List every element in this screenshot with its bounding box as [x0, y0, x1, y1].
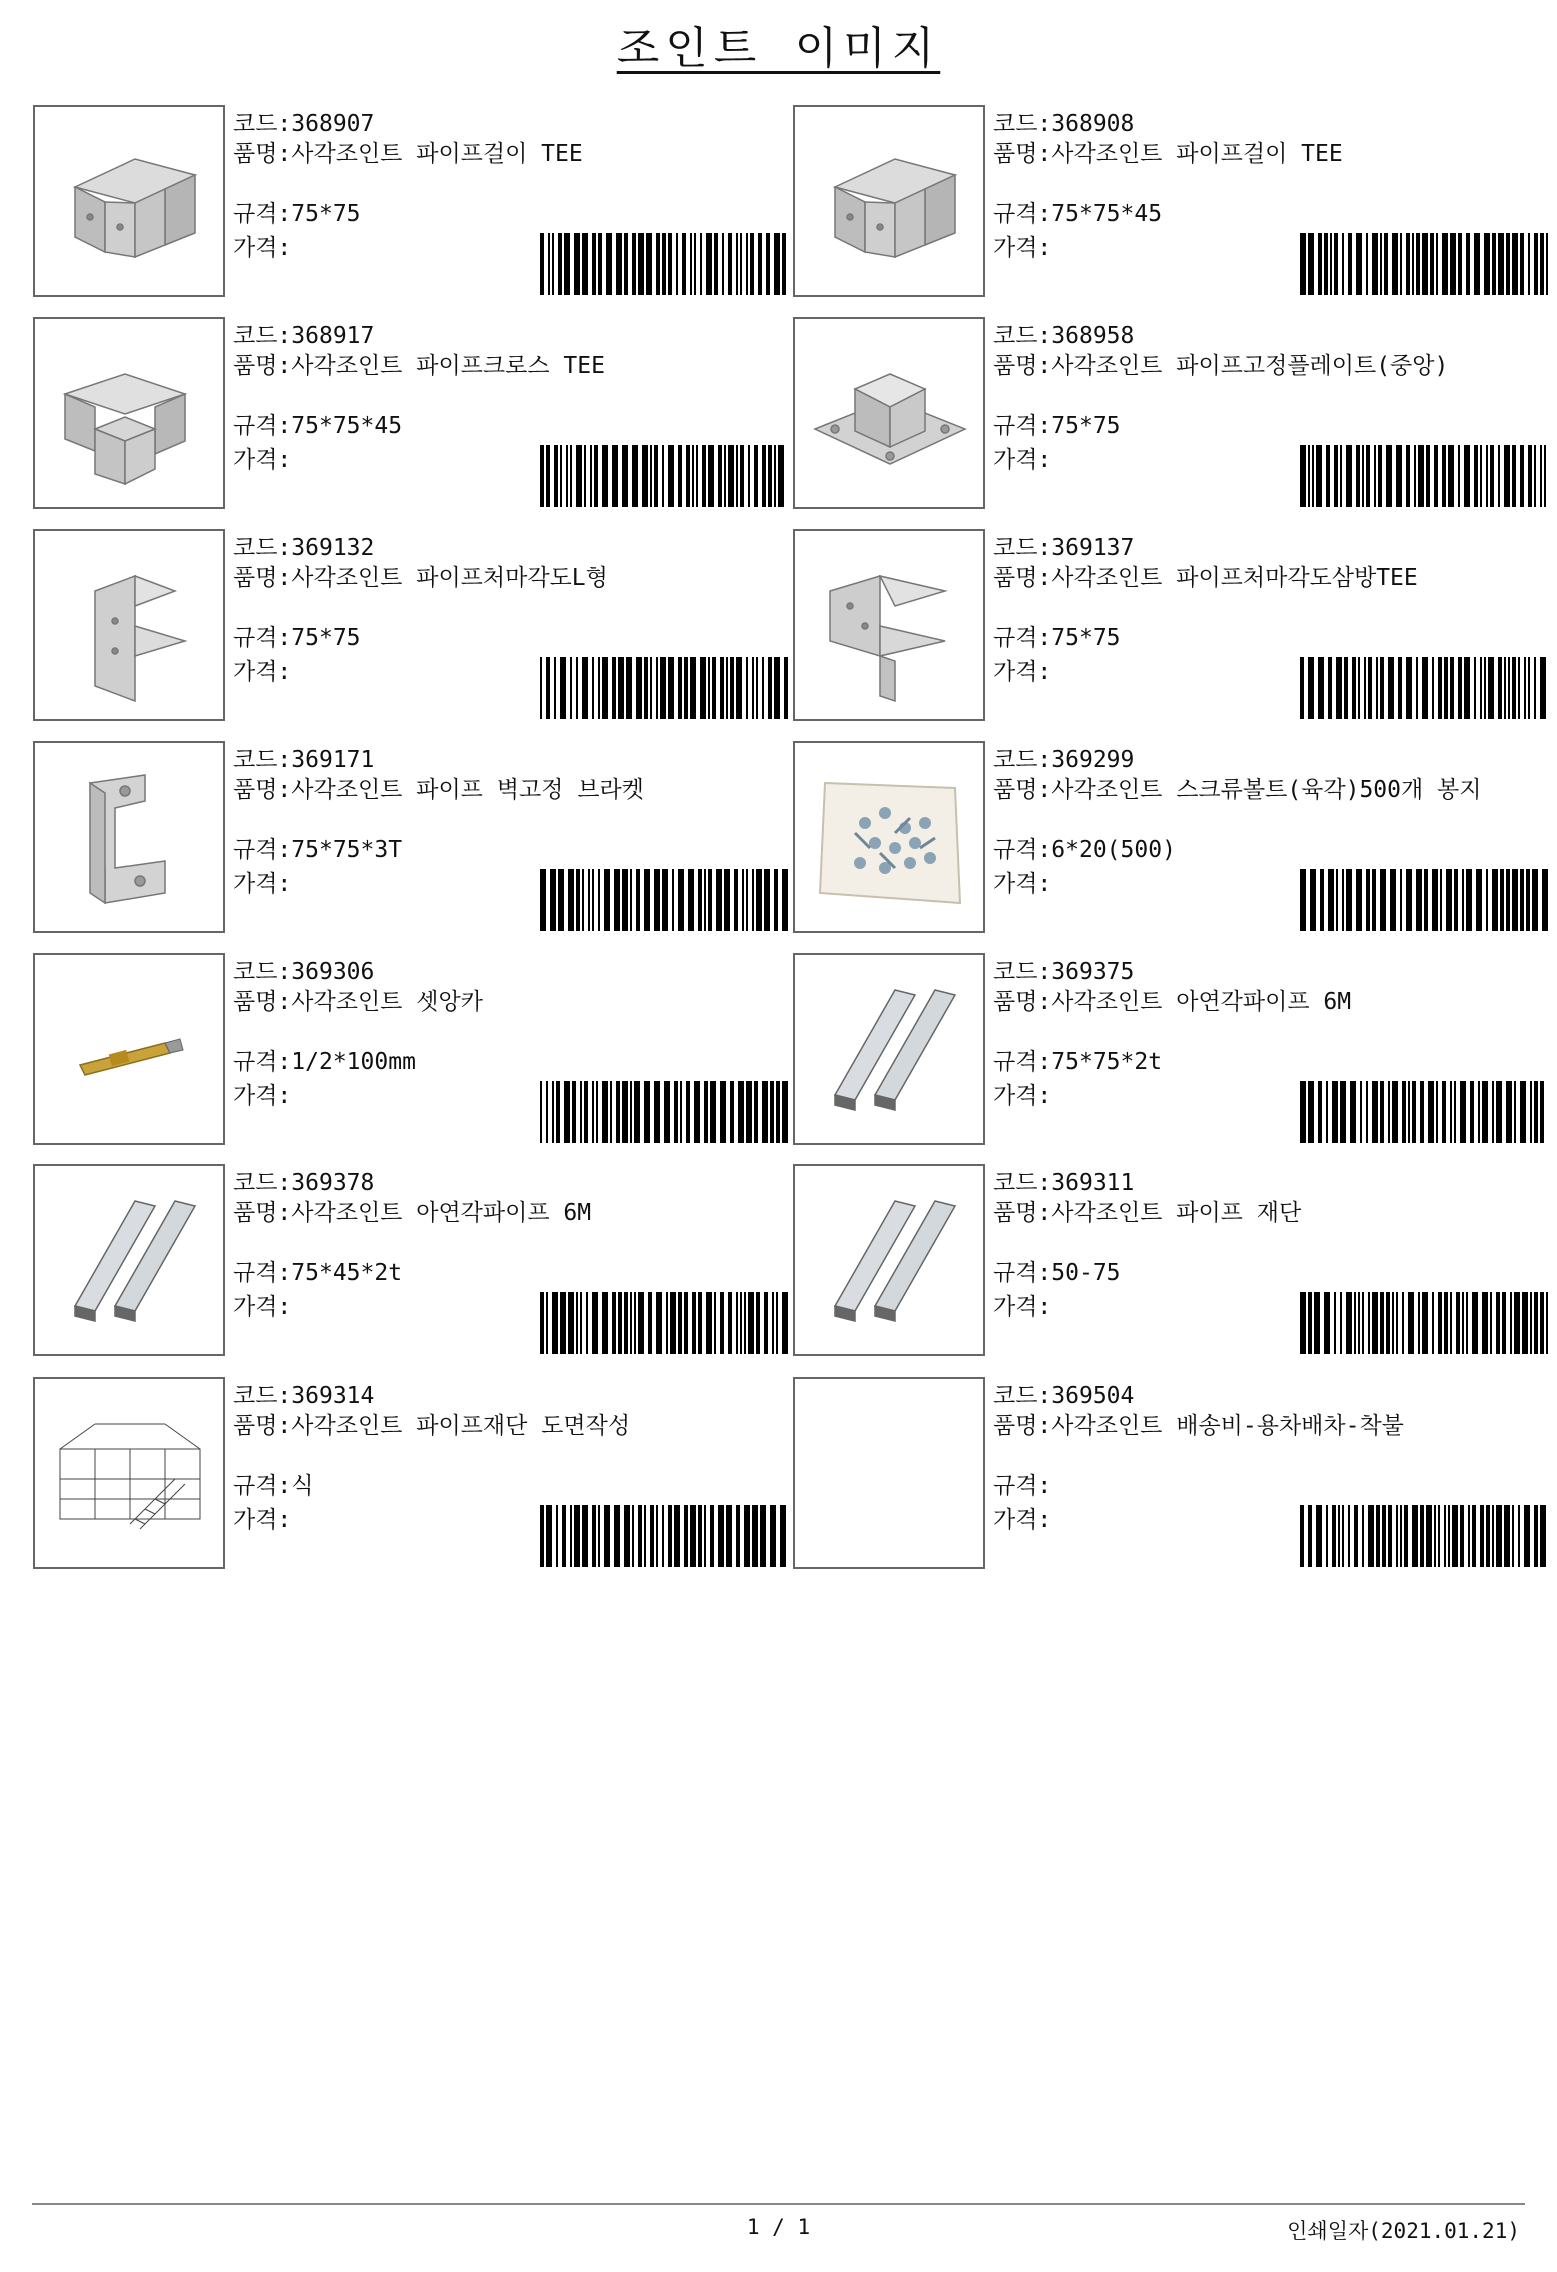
code-row	[993, 1381, 1548, 1411]
code-label: 코드:	[233, 535, 292, 561]
barcode	[1300, 1505, 1548, 1567]
code-row	[993, 745, 1548, 775]
name-label: 품명:	[233, 1200, 292, 1226]
code-label: 코드:	[993, 747, 1052, 773]
code-value: 369132	[291, 535, 375, 561]
spec-label: 규격:	[993, 625, 1052, 651]
frame-drawing-icon	[35, 1379, 223, 1567]
code-label: 코드:	[233, 747, 292, 773]
code-value: 369171	[291, 747, 375, 773]
spec-value: 75*75	[1051, 413, 1121, 439]
barcode	[1300, 233, 1548, 295]
spec-row	[993, 199, 1548, 229]
name-row	[233, 1198, 788, 1228]
spec-value: 75*75	[1051, 625, 1121, 651]
spec-label: 규격:	[993, 201, 1052, 227]
item-card	[793, 953, 1548, 1145]
product-image	[793, 317, 985, 509]
code-label: 코드:	[233, 111, 292, 137]
footer-divider	[32, 2203, 1525, 2205]
name-label: 품명:	[233, 1413, 292, 1439]
product-image	[33, 1377, 225, 1569]
barcode	[1300, 1292, 1548, 1354]
spec-value: 50-75	[1051, 1260, 1121, 1286]
name-row	[233, 775, 788, 805]
name-value: 사각조인트 파이프재단 도면작성	[291, 1413, 631, 1439]
code-value: 368907	[291, 111, 375, 137]
product-image	[793, 105, 985, 297]
spec-row	[993, 411, 1548, 441]
name-label: 품명:	[233, 565, 292, 591]
code-row	[233, 1381, 788, 1411]
code-label: 코드:	[233, 323, 292, 349]
price-label: 가격:	[993, 659, 1052, 685]
spec-label: 규격:	[993, 1473, 1052, 1499]
name-value: 사각조인트 파이프 재단	[1051, 1200, 1302, 1226]
spec-label: 규격:	[993, 413, 1052, 439]
spec-value: 75*45*2t	[291, 1260, 403, 1286]
code-value: 369299	[1051, 747, 1135, 773]
price-label: 가격:	[993, 871, 1052, 897]
item-card	[793, 529, 1548, 721]
code-label: 코드:	[233, 959, 292, 985]
name-value: 사각조인트 셋앙카	[291, 989, 483, 1015]
spec-label: 규격:	[993, 1049, 1052, 1075]
code-label: 코드:	[993, 1170, 1052, 1196]
spec-row	[233, 1047, 788, 1077]
name-row	[993, 987, 1548, 1017]
angle-bracket-icon	[35, 531, 223, 719]
code-value: 368958	[1051, 323, 1135, 349]
spec-value: 75*75*3T	[291, 837, 403, 863]
item-card	[793, 1164, 1548, 1356]
spec-value: 75*75*45	[291, 413, 403, 439]
name-row	[233, 987, 788, 1017]
spec-row	[233, 1258, 788, 1288]
code-value: 369311	[1051, 1170, 1135, 1196]
code-value: 368908	[1051, 111, 1135, 137]
code-value: 369306	[291, 959, 375, 985]
bracket-tee-icon	[35, 107, 223, 295]
price-label: 가격:	[993, 1507, 1052, 1533]
name-row	[233, 1411, 788, 1441]
name-label: 품명:	[993, 777, 1052, 803]
spec-value: 6*20(500)	[1051, 837, 1176, 863]
price-label: 가격:	[233, 235, 292, 261]
code-value: 369504	[1051, 1383, 1135, 1409]
code-row	[233, 321, 788, 351]
barcode	[540, 869, 788, 931]
name-label: 품명:	[233, 777, 292, 803]
base-plate-icon	[795, 319, 983, 507]
spec-row	[993, 623, 1548, 653]
code-value: 369137	[1051, 535, 1135, 561]
name-label: 품명:	[233, 353, 292, 379]
spec-value: 75*75	[291, 201, 361, 227]
spec-row	[993, 1471, 1548, 1501]
item-card	[33, 1164, 788, 1356]
price-label: 가격:	[993, 235, 1052, 261]
name-label: 품명:	[993, 565, 1052, 591]
code-label: 코드:	[993, 959, 1052, 985]
product-image	[33, 317, 225, 509]
code-row	[233, 957, 788, 987]
spec-row	[233, 623, 788, 653]
price-label: 가격:	[233, 447, 292, 473]
item-card	[793, 105, 1548, 297]
name-value: 사각조인트 아연각파이프 6M	[1051, 989, 1352, 1015]
barcode	[540, 1505, 788, 1567]
spec-row	[233, 411, 788, 441]
name-label: 품명:	[993, 1413, 1052, 1439]
code-row	[233, 745, 788, 775]
name-value: 사각조인트 파이프 벽고정 브라켓	[291, 777, 644, 803]
name-row	[993, 351, 1548, 381]
price-label: 가격:	[233, 871, 292, 897]
name-row	[993, 139, 1548, 169]
price-label: 가격:	[233, 1083, 292, 1109]
page-number: 1 / 1	[746, 2215, 811, 2239]
page-title: 조인트 이미지	[616, 23, 941, 74]
item-card	[33, 529, 788, 721]
code-label: 코드:	[993, 535, 1052, 561]
item-card	[33, 741, 788, 933]
code-label: 코드:	[233, 1383, 292, 1409]
spec-row	[993, 1047, 1548, 1077]
spec-label: 규격:	[233, 1473, 292, 1499]
name-value: 사각조인트 파이프처마각도L형	[291, 565, 608, 591]
square-pipe-icon	[35, 1166, 223, 1354]
spec-label: 규격:	[233, 1049, 292, 1075]
spec-row	[233, 199, 788, 229]
wall-bracket-icon	[35, 743, 223, 931]
price-label: 가격:	[993, 447, 1052, 473]
code-row	[993, 957, 1548, 987]
code-row	[233, 533, 788, 563]
barcode	[540, 1292, 788, 1354]
code-row	[993, 109, 1548, 139]
barcode	[1300, 1081, 1548, 1143]
code-row	[233, 109, 788, 139]
bracket-tee-icon	[795, 107, 983, 295]
product-image	[793, 953, 985, 1145]
spec-row	[993, 835, 1548, 865]
name-value: 사각조인트 파이프처마각도삼방TEE	[1051, 565, 1418, 591]
code-value: 369375	[1051, 959, 1135, 985]
spec-row	[233, 835, 788, 865]
item-card	[793, 741, 1548, 933]
product-image	[793, 529, 985, 721]
code-value: 368917	[291, 323, 375, 349]
name-value: 사각조인트 스크류볼트(육각)500개 봉지	[1051, 777, 1482, 803]
item-card	[33, 317, 788, 509]
name-label: 품명:	[993, 353, 1052, 379]
barcode	[540, 1081, 788, 1143]
name-value: 사각조인트 파이프걸이 TEE	[291, 141, 583, 167]
product-image	[793, 1377, 985, 1569]
spec-row	[993, 1258, 1548, 1288]
product-image	[33, 529, 225, 721]
name-value: 사각조인트 파이프크로스 TEE	[291, 353, 605, 379]
cross-tee-icon	[35, 319, 223, 507]
spec-label: 규격:	[993, 837, 1052, 863]
name-row	[233, 351, 788, 381]
spec-value: 1/2*100mm	[291, 1049, 416, 1075]
spec-label: 규격:	[993, 1260, 1052, 1286]
blank-image	[795, 1379, 983, 1567]
price-label: 가격:	[233, 1294, 292, 1320]
spec-label: 규격:	[233, 625, 292, 651]
item-card	[793, 317, 1548, 509]
barcode	[1300, 445, 1548, 507]
square-pipe-icon	[795, 955, 983, 1143]
spec-value	[1051, 1471, 1548, 1501]
name-row	[993, 775, 1548, 805]
code-row	[993, 1168, 1548, 1198]
barcode	[540, 445, 788, 507]
code-value: 369314	[291, 1383, 375, 1409]
price-label: 가격:	[993, 1083, 1052, 1109]
spec-value: 75*75	[291, 625, 361, 651]
code-value: 369378	[291, 1170, 375, 1196]
code-row	[993, 321, 1548, 351]
three-way-bracket-icon	[795, 531, 983, 719]
name-value: 사각조인트 배송비-용차배차-착불	[1051, 1413, 1404, 1439]
price-label: 가격:	[233, 1507, 292, 1533]
item-card	[793, 1377, 1548, 1569]
product-image	[33, 105, 225, 297]
spec-value: 75*75*2t	[1051, 1049, 1163, 1075]
code-label: 코드:	[993, 1383, 1052, 1409]
spec-value: 75*75*45	[1051, 201, 1163, 227]
product-image	[33, 741, 225, 933]
product-image	[793, 1164, 985, 1356]
spec-label: 규격:	[233, 201, 292, 227]
name-row	[233, 563, 788, 593]
code-label: 코드:	[993, 111, 1052, 137]
code-label: 코드:	[993, 323, 1052, 349]
name-row	[993, 563, 1548, 593]
square-pipe-icon	[795, 1166, 983, 1354]
barcode	[1300, 657, 1548, 719]
barcode	[540, 233, 788, 295]
barcode	[540, 657, 788, 719]
name-label: 품명:	[233, 989, 292, 1015]
product-image	[793, 741, 985, 933]
name-row	[993, 1411, 1548, 1441]
spec-row	[233, 1471, 788, 1501]
code-row	[233, 1168, 788, 1198]
barcode	[1300, 869, 1548, 931]
name-label: 품명:	[233, 141, 292, 167]
spec-value: 식	[291, 1473, 314, 1499]
name-label: 품명:	[993, 141, 1052, 167]
name-row	[233, 139, 788, 169]
name-value: 사각조인트 파이프걸이 TEE	[1051, 141, 1343, 167]
item-card	[33, 1377, 788, 1569]
screw-bag-icon	[795, 743, 983, 931]
code-row	[993, 533, 1548, 563]
item-card	[33, 953, 788, 1145]
code-label: 코드:	[233, 1170, 292, 1196]
print-date: 인쇄일자(2021.01.21)	[1287, 2219, 1520, 2243]
name-label: 품명:	[993, 989, 1052, 1015]
name-value: 사각조인트 아연각파이프 6M	[291, 1200, 592, 1226]
name-row	[993, 1198, 1548, 1228]
price-label: 가격:	[233, 659, 292, 685]
product-image	[33, 1164, 225, 1356]
spec-label: 규격:	[233, 1260, 292, 1286]
spec-label: 규격:	[233, 413, 292, 439]
name-value: 사각조인트 파이프고정플레이트(중앙)	[1051, 353, 1449, 379]
price-label: 가격:	[993, 1294, 1052, 1320]
product-image	[33, 953, 225, 1145]
item-card	[33, 105, 788, 297]
anchor-bolt-icon	[35, 955, 223, 1143]
name-label: 품명:	[993, 1200, 1052, 1226]
spec-label: 규격:	[233, 837, 292, 863]
